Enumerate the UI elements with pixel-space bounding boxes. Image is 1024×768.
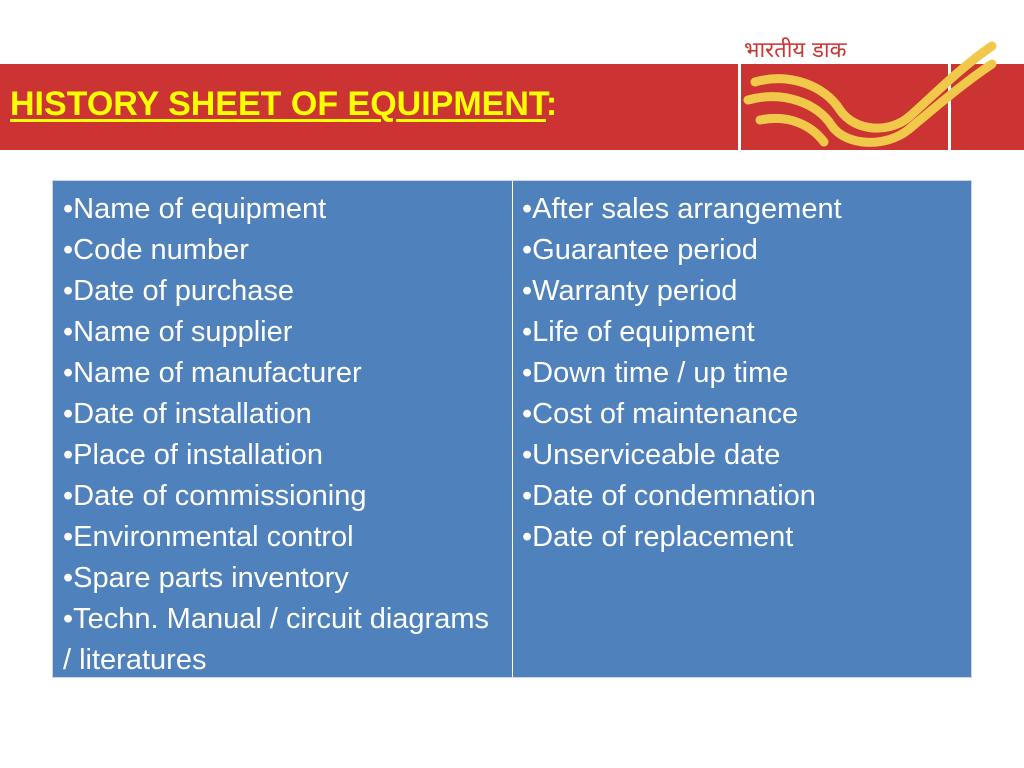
list-item: • Date of purchase [63, 271, 502, 312]
list-item: • Date of replacement [522, 517, 961, 558]
right-column [512, 181, 971, 677]
list-item: • Life of equipment [522, 312, 961, 353]
list-item: • Spare parts inventory [63, 558, 502, 599]
equipment-fields-table [52, 180, 972, 678]
list-item: • Environmental control [63, 517, 502, 558]
list-item: • Place of installation [63, 435, 502, 476]
list-item: • Date of commissioning [63, 476, 502, 517]
left-column [53, 181, 512, 677]
list-item: • Unserviceable date [522, 435, 961, 476]
logo-text: भारतीय डाक [744, 38, 847, 63]
list-item: • Date of condemnation [522, 476, 961, 517]
list-item: • Name of manufacturer [63, 353, 502, 394]
slide-title-text: HISTORY SHEET OF EQUIPMENT [10, 85, 546, 123]
list-item: • Down time / up time [522, 353, 961, 394]
right-field-list [522, 189, 961, 558]
list-item: • Cost of maintenance [522, 394, 961, 435]
slide-title-colon: : [545, 85, 558, 123]
list-item: • Name of supplier [63, 312, 502, 353]
list-item: • Warranty period [522, 271, 961, 312]
list-item: • Date of installation [63, 394, 502, 435]
slide-title [10, 82, 557, 126]
list-item: • Guarantee period [522, 230, 961, 271]
list-item: • Name of equipment [63, 189, 502, 230]
list-item: • After sales arrangement [522, 189, 961, 230]
list-item: • Techn. Manual / circuit diagrams / literatures [63, 599, 502, 681]
list-item: • Code number [63, 230, 502, 271]
left-field-list [63, 189, 502, 681]
